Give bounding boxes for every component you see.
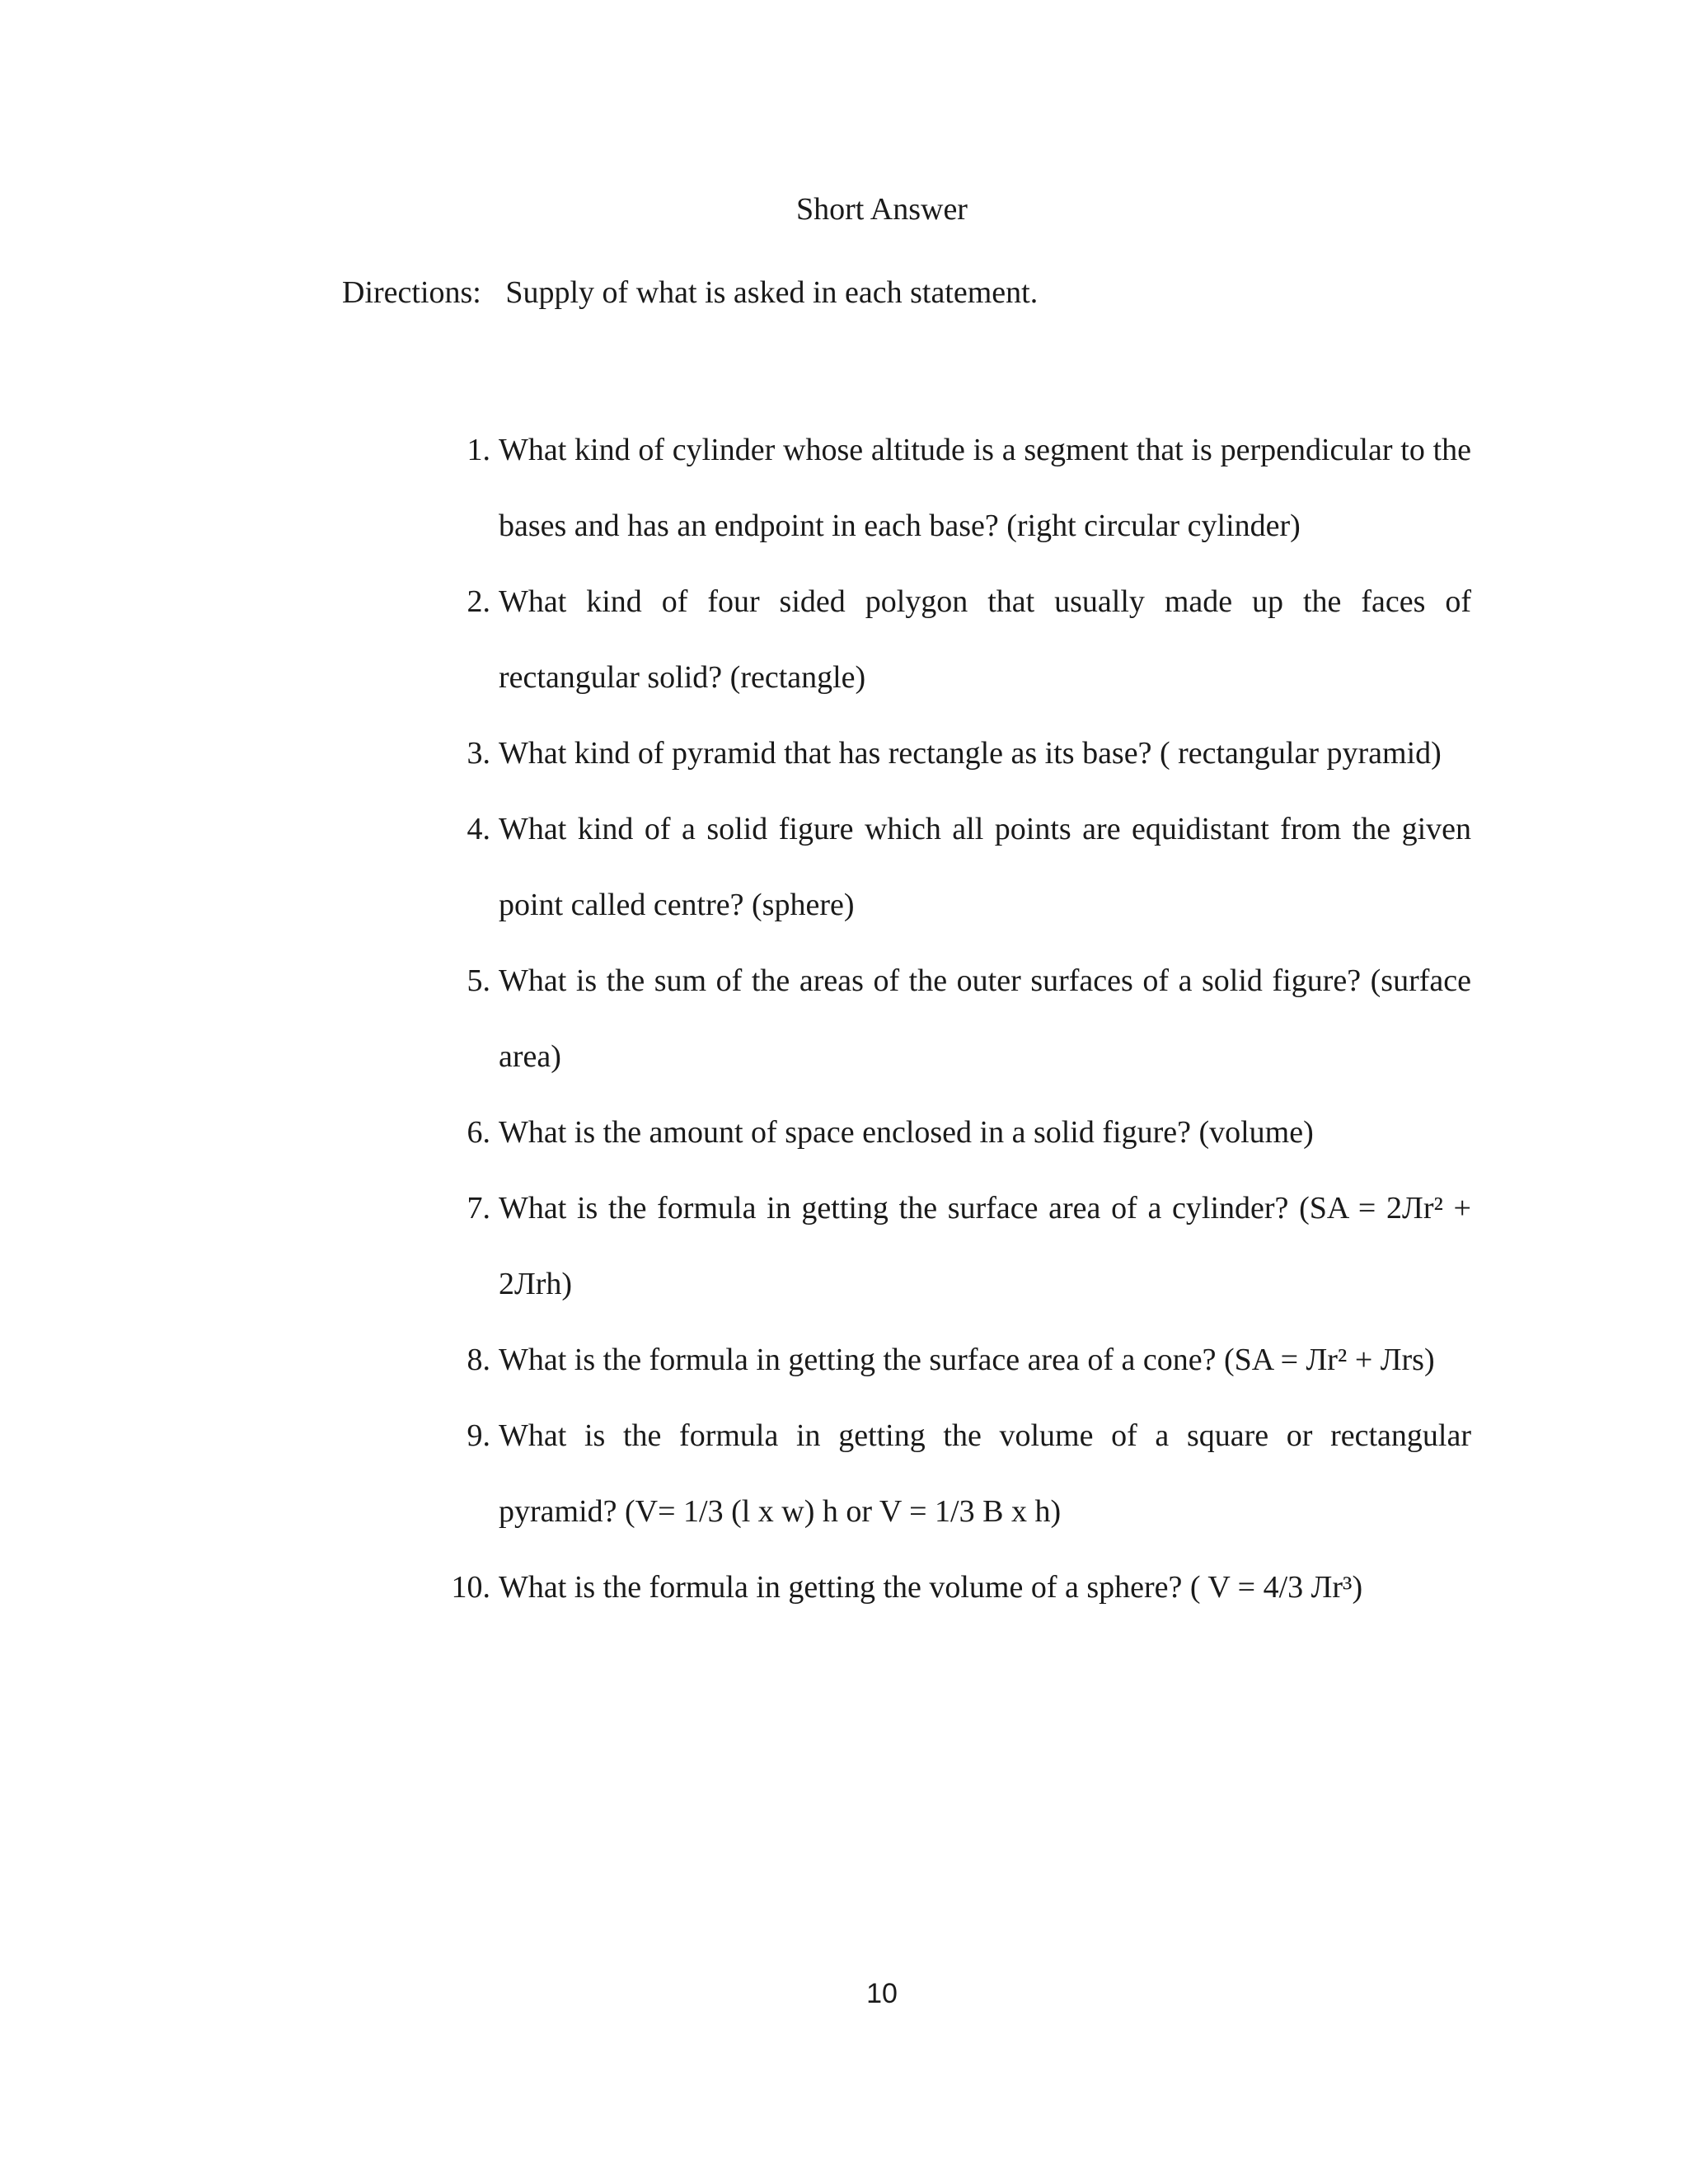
list-item [441,1398,1471,1549]
list-item [441,791,1471,943]
item-text: What kind of pyramid that has rectangle as its base? ( rectangular pyramid) [499,736,1442,771]
item-number: 8. [467,1343,490,1377]
item-number: 6. [467,1115,490,1150]
item-text: What kind of a solid figure which all points are equidistant from the given point called centre? (sphere) [499,812,1471,922]
list-item [441,564,1471,715]
page-title: Short Answer [796,192,968,227]
item-number: 9. [467,1418,490,1453]
item-number: 2. [467,584,490,619]
item-text: What is the amount of space enclosed in a solid figure? (volume) [499,1115,1314,1150]
directions-label: Directions: [342,275,481,310]
list-item [441,943,1471,1094]
list-item [441,1094,1471,1170]
directions [342,274,1038,311]
item-number: 3. [467,736,490,771]
item-text: What is the formula in getting the surface area of a cylinder? (SA = 2Лr² + 2Лrh) [499,1191,1471,1301]
item-number: 7. [467,1191,490,1226]
item-text: What is the formula in getting the surface area of a cone? (SA = Лr² + Лrs) [499,1343,1435,1377]
item-number: 4. [467,812,490,846]
directions-text: Supply of what is asked in each statement. [505,275,1039,310]
item-text: What is the formula in getting the volume of a sphere? ( V = 4/3 Лr³) [499,1570,1363,1605]
list-item [441,1322,1471,1398]
item-text: What is the formula in getting the volume of a square or rectangular pyramid? (V= 1/3 (l x w) h or V = 1/3 B x h) [499,1418,1471,1529]
item-number: 1. [467,433,490,467]
list-item [441,1170,1471,1322]
item-text: What kind of four sided polygon that usually made up the faces of rectangular solid? (rectangle) [499,584,1471,695]
list-item [441,1549,1471,1625]
item-text: What is the sum of the areas of the outer surfaces of a solid figure? (surface area) [499,963,1471,1074]
page-number: 10 [866,1978,898,2009]
item-text: What kind of cylinder whose altitude is a segment that is perpendicular to the bases and has an endpoint in each base? (right circular cylinder) [499,433,1471,543]
question-list [441,412,1471,1625]
list-item [441,412,1471,564]
item-number: 10. [451,1570,490,1605]
list-item [441,715,1471,791]
item-number: 5. [467,963,490,998]
